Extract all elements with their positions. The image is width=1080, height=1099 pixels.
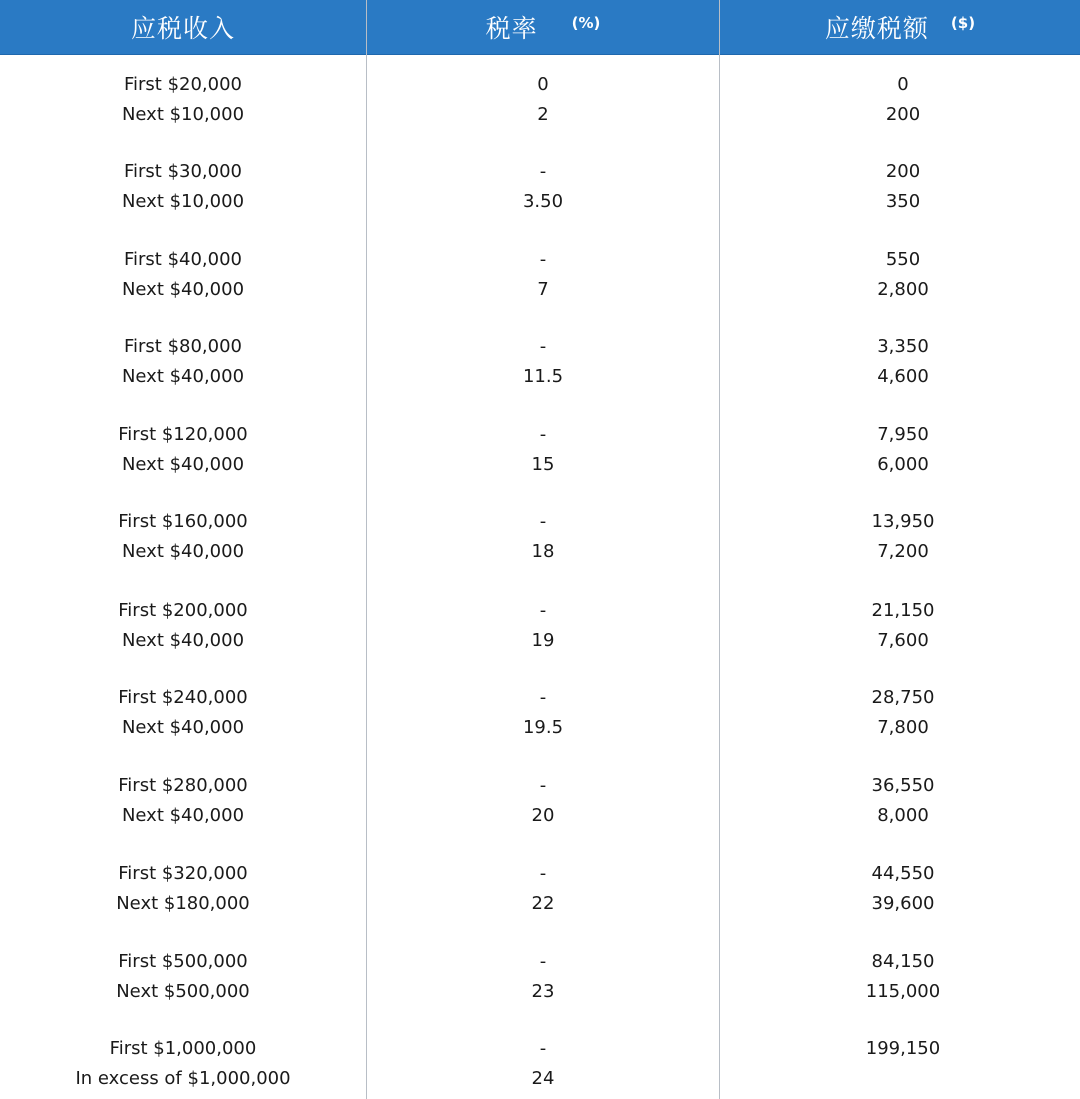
header-tax-label: 应缴税额 bbox=[824, 14, 929, 43]
tax-cell: 200 bbox=[885, 161, 921, 182]
header-tax bbox=[720, 0, 1080, 54]
rate-cell: - bbox=[539, 775, 547, 796]
income-cell: First $120,000 bbox=[118, 424, 248, 445]
income-cell: Next $500,000 bbox=[116, 981, 250, 1002]
tax-cell: 200 bbox=[885, 104, 921, 125]
tax-cell: 6,000 bbox=[877, 454, 929, 475]
tax-cell: 7,600 bbox=[877, 630, 929, 651]
income-cell: First $500,000 bbox=[118, 951, 248, 972]
rate-cell: 15 bbox=[531, 454, 555, 475]
tax-cell: 4,600 bbox=[877, 366, 929, 387]
header-rate bbox=[367, 0, 719, 54]
table-row bbox=[0, 859, 1080, 919]
table-row bbox=[0, 157, 1080, 217]
tax-cell: 84,150 bbox=[871, 951, 935, 972]
tax-cell: 39,600 bbox=[871, 893, 935, 914]
rate-cell: - bbox=[539, 951, 547, 972]
table-row bbox=[0, 507, 1080, 567]
table-header bbox=[0, 0, 1080, 55]
rate-cell: 20 bbox=[531, 805, 555, 826]
table-row bbox=[0, 245, 1080, 305]
income-cell: First $40,000 bbox=[123, 249, 243, 270]
rate-cell: - bbox=[539, 249, 547, 270]
tax-cell: 199,150 bbox=[865, 1038, 941, 1059]
income-cell: Next $40,000 bbox=[121, 717, 245, 738]
rate-cell: 3.50 bbox=[522, 191, 564, 212]
header-income bbox=[0, 0, 366, 54]
rate-cell: 7 bbox=[537, 279, 549, 300]
rate-cell: 22 bbox=[531, 893, 555, 914]
income-cell: First $160,000 bbox=[118, 511, 248, 532]
income-cell: Next $40,000 bbox=[121, 366, 245, 387]
tax-cell: 0 bbox=[897, 74, 909, 95]
income-cell: First $1,000,000 bbox=[109, 1038, 257, 1059]
table-row bbox=[0, 332, 1080, 392]
rate-cell: - bbox=[539, 336, 547, 357]
income-cell: Next $180,000 bbox=[116, 893, 250, 914]
rate-cell: 24 bbox=[531, 1068, 555, 1089]
tax-cell: 7,950 bbox=[877, 424, 929, 445]
income-cell: First $320,000 bbox=[118, 863, 248, 884]
rate-cell: - bbox=[539, 687, 547, 708]
header-income-label: 应税收入 bbox=[130, 14, 235, 43]
income-cell: Next $40,000 bbox=[121, 454, 245, 475]
tax-cell: 8,000 bbox=[877, 805, 929, 826]
income-cell: First $200,000 bbox=[118, 600, 248, 621]
income-cell: Next $40,000 bbox=[121, 541, 245, 562]
rate-cell: - bbox=[539, 600, 547, 621]
header-rate-unit: (%) bbox=[571, 14, 601, 32]
tax-cell: 13,950 bbox=[871, 511, 935, 532]
rate-cell: - bbox=[539, 424, 547, 445]
table-row bbox=[0, 771, 1080, 831]
rate-cell: 19.5 bbox=[522, 717, 564, 738]
tax-cell: 2,800 bbox=[877, 279, 929, 300]
income-cell: In excess of $1,000,000 bbox=[75, 1068, 291, 1089]
table-row bbox=[0, 70, 1080, 130]
income-cell: Next $10,000 bbox=[121, 191, 245, 212]
table-row bbox=[0, 596, 1080, 656]
rate-cell: - bbox=[539, 1038, 547, 1059]
rate-cell: 18 bbox=[531, 541, 555, 562]
tax-cell: 550 bbox=[885, 249, 921, 270]
rate-cell: - bbox=[539, 863, 547, 884]
table-row bbox=[0, 420, 1080, 480]
income-cell: Next $40,000 bbox=[121, 630, 245, 651]
income-cell: Next $40,000 bbox=[121, 279, 245, 300]
header-rate-label: 税率 bbox=[485, 14, 538, 43]
tax-cell: 28,750 bbox=[871, 687, 935, 708]
rate-cell: 19 bbox=[531, 630, 555, 651]
income-cell: First $20,000 bbox=[123, 74, 243, 95]
rate-cell: 11.5 bbox=[522, 366, 564, 387]
tax-cell bbox=[720, 1064, 1080, 1094]
table-row bbox=[0, 683, 1080, 743]
income-cell: Next $40,000 bbox=[121, 805, 245, 826]
tax-cell: 7,200 bbox=[877, 541, 929, 562]
income-cell: Next $10,000 bbox=[121, 104, 245, 125]
tax-cell: 21,150 bbox=[871, 600, 935, 621]
income-cell: First $30,000 bbox=[123, 161, 243, 182]
rate-cell: 0 bbox=[537, 74, 549, 95]
table-row bbox=[0, 947, 1080, 1007]
income-cell: First $80,000 bbox=[123, 336, 243, 357]
rate-cell: - bbox=[539, 511, 547, 532]
tax-cell: 350 bbox=[885, 191, 921, 212]
tax-cell: 36,550 bbox=[871, 775, 935, 796]
table-row bbox=[0, 1034, 1080, 1094]
tax-cell: 3,350 bbox=[877, 336, 929, 357]
rate-cell: 23 bbox=[531, 981, 555, 1002]
tax-cell: 115,000 bbox=[865, 981, 941, 1002]
income-cell: First $280,000 bbox=[118, 775, 248, 796]
header-tax-unit: ($) bbox=[950, 14, 976, 32]
income-cell: First $240,000 bbox=[118, 687, 248, 708]
tax-cell: 44,550 bbox=[871, 863, 935, 884]
rate-cell: 2 bbox=[537, 104, 549, 125]
tax-cell: 7,800 bbox=[877, 717, 929, 738]
rate-cell: - bbox=[539, 161, 547, 182]
